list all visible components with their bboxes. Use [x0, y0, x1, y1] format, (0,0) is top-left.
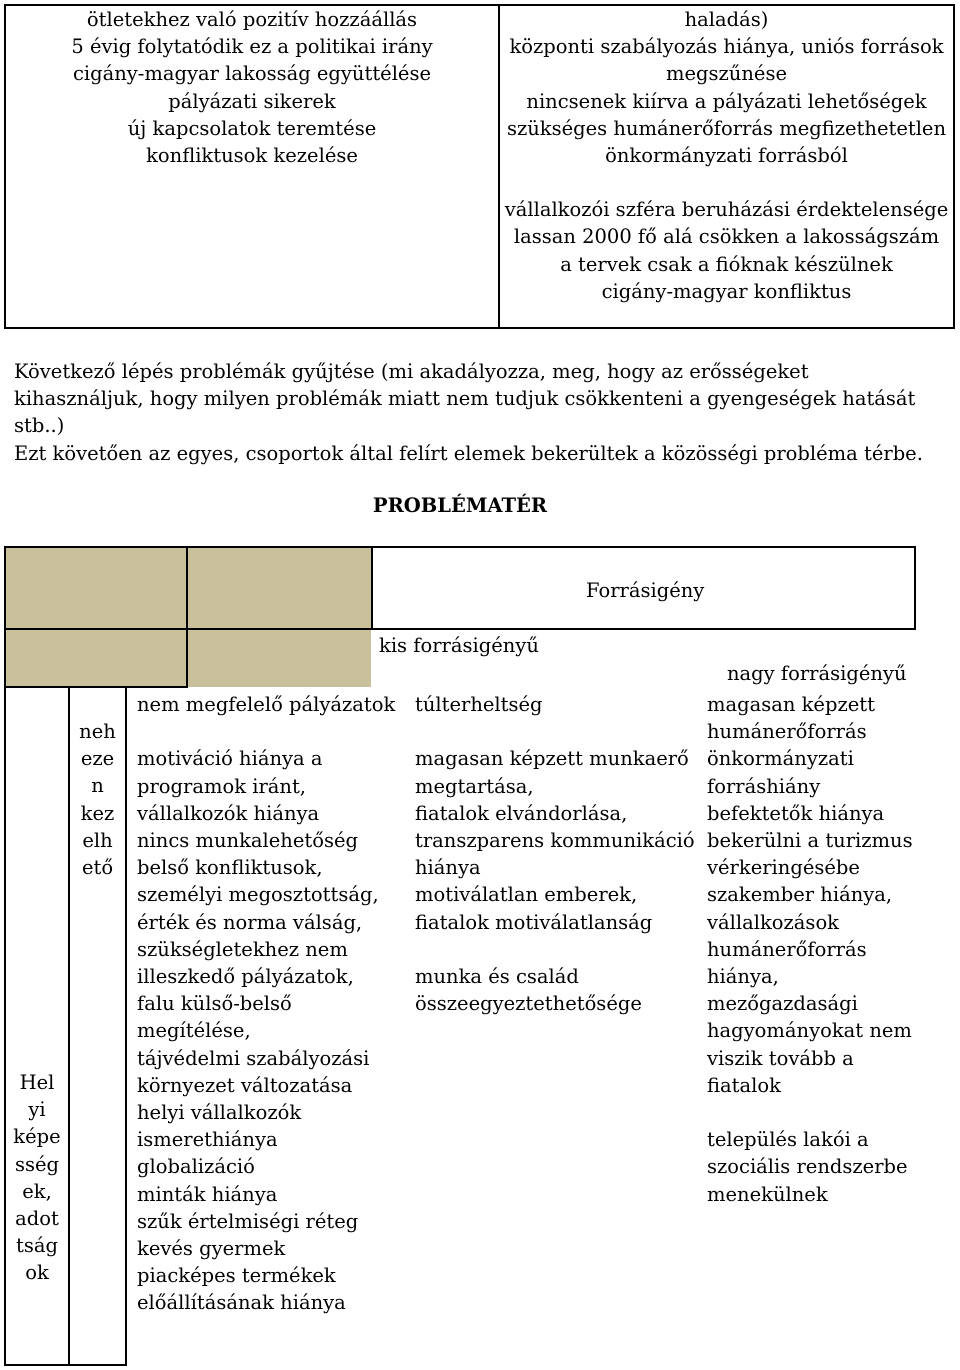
col2-line: összeegyeztethetősége: [415, 992, 642, 1016]
row-label-line: yi: [28, 1098, 46, 1122]
top-left-line: 5 évig folytatódik ez a politikai irány: [71, 35, 433, 59]
col1-line: tájvédelmi szabályozási: [137, 1046, 370, 1070]
top-right-line: lassan 2000 fő alá csökken a lakosságszám: [513, 225, 940, 249]
col2-line: [415, 718, 695, 745]
header-col-divider-1: [186, 546, 188, 688]
col-label-line: eze: [80, 747, 115, 771]
row-label: [6, 1069, 68, 1287]
heading-text: PROBLÉMATÉR: [372, 494, 548, 517]
col1-line: nem megfelelő pályázatok: [137, 693, 396, 716]
top-right-line: a tervek csak a fióknak készülnek: [560, 252, 893, 276]
col3-line: fiatalok: [707, 1073, 781, 1097]
paragraph-line: kihasználjuk, hogy milyen problémák miatt nem tudjuk csökkenteni a gyengeségek hatását: [14, 387, 916, 411]
col2-line: transzparens kommunikáció: [415, 829, 695, 853]
header-shade-left-top: [5, 548, 187, 628]
paragraph-line: Következő lépés problémák gyűjtése (mi akadályozza, meg, hogy az erősségeket: [14, 360, 809, 383]
col1-line: piacképes termékek: [137, 1264, 336, 1288]
top-left-line: ötletekhez való pozitív hozzáállás: [86, 8, 418, 31]
content-left-border: [125, 686, 127, 1366]
intro-paragraph: [14, 358, 954, 467]
header-shade-left-bottom: [5, 629, 187, 687]
col2-line: hiánya: [415, 856, 481, 880]
header-shade-mid-top: [188, 548, 371, 628]
header-col-divider-2: [371, 546, 373, 630]
paragraph-line: stb..): [14, 414, 65, 438]
top-left-line: konfliktusok kezelése: [146, 144, 358, 168]
col-label-line: neh: [79, 720, 116, 743]
col3-line: befektetők hiánya: [707, 801, 885, 825]
top-left-line: új kapcsolatok teremtése: [127, 116, 377, 140]
col1-line: belső konfliktusok,: [137, 856, 323, 880]
header-row-divider: [4, 628, 916, 630]
col2-lines: [415, 691, 695, 1017]
top-right-line: cigány-magyar konfliktus: [601, 279, 852, 303]
row-label-line: adot: [15, 1207, 59, 1231]
col3-line: hiánya,: [707, 965, 779, 989]
col3-line: önkormányzati: [707, 747, 854, 771]
row-label-lines: [6, 1069, 68, 1287]
row-label-line: sség: [14, 1152, 60, 1176]
row-label-line: ek,: [22, 1179, 52, 1203]
col2-line: motiválatlan emberek,: [415, 883, 638, 907]
col1-line: illeszkedő pályázatok,: [137, 965, 354, 989]
col3-line: vállalkozások: [707, 910, 839, 934]
top-table-right-cell: [500, 6, 953, 305]
col-label-lines: [70, 718, 125, 881]
col3-line: magasan képzett: [707, 693, 875, 716]
problem-col-1: [137, 691, 402, 1317]
header-forrasigeny: Forrásigény: [586, 579, 705, 602]
col1-line: nincs munkalehetőség: [137, 829, 359, 853]
table-top-border: [4, 546, 916, 548]
col1-line: érték és norma válság,: [137, 910, 363, 934]
col1-line: [137, 718, 402, 745]
col3-line: humánerőforrás: [707, 720, 867, 744]
col2-line: munka és család: [415, 965, 579, 989]
col-label: [70, 718, 125, 881]
top-left-line: cigány-magyar lakosság együttélése: [72, 62, 432, 86]
top-right-line: megszűnése: [666, 62, 787, 86]
header-nagy-forrasigenyu: nagy forrásigényű: [727, 662, 907, 685]
row-label-line: tság: [16, 1234, 58, 1258]
paragraph-line: Ezt követően az egyes, csoportok által felírt elemek bekerültek a közösségi probléma térbe.: [14, 441, 923, 465]
col3-line: forráshiány: [707, 774, 821, 798]
col2-line: [415, 936, 695, 963]
header-kis-forrasigenyu: kis forrásigényű: [379, 634, 539, 657]
row-label-line: ok: [25, 1261, 49, 1285]
top-right-line: szükséges humánerőforrás megfizethetetlen: [506, 116, 947, 140]
row-label-line: képe: [13, 1125, 61, 1149]
top-left-lines: [6, 6, 498, 169]
col1-line: előállításának hiánya: [137, 1291, 346, 1315]
col2-line: túlterheltség: [415, 693, 543, 716]
col3-line: mezőgazdasági: [707, 992, 858, 1016]
top-right-line: vállalkozói szféra beruházási érdektelensége: [504, 198, 949, 222]
col1-line: helyi vállalkozók: [137, 1101, 302, 1125]
col3-line: vérkeringésébe: [707, 856, 860, 880]
col1-line: személyi megosztottság,: [137, 883, 379, 907]
col3-line: viszik tovább a: [707, 1046, 854, 1070]
table-right-border-header: [914, 546, 916, 630]
top-right-line: haladás): [684, 8, 769, 31]
col3-line: település lakói a: [707, 1128, 869, 1152]
col3-line: szociális rendszerbe: [707, 1155, 908, 1179]
col3-line: humánerőforrás: [707, 937, 867, 961]
col1-line: globalizáció: [137, 1155, 255, 1179]
col1-line: minták hiánya: [137, 1182, 278, 1206]
col1-line: vállalkozók hiánya: [137, 801, 320, 825]
col2-line: megtartása,: [415, 774, 534, 798]
top-right-lines-a: [500, 6, 953, 169]
col2-line: fiatalok motiválatlanság: [415, 910, 653, 934]
top-right-line: központi szabályozás hiánya, uniós források: [509, 35, 944, 59]
top-left-line: pályázati sikerek: [168, 89, 336, 113]
col1-line: kevés gyermek: [137, 1237, 286, 1261]
col1-lines: [137, 691, 402, 1317]
col-label-line: ető: [81, 856, 114, 880]
paragraph-lines: [14, 358, 954, 467]
col3-line: menekülnek: [707, 1182, 828, 1206]
col2-line: fiatalok elvándorlása,: [415, 801, 628, 825]
top-right-line: önkormányzati forrásból: [605, 144, 848, 168]
col3-line: [707, 1099, 927, 1126]
problem-col-3: [707, 691, 927, 1208]
top-right-lines-b: [500, 196, 953, 305]
problem-col-2: [415, 691, 695, 1017]
col1-line: környezet változatása: [137, 1073, 353, 1097]
col1-line: ismerethiánya: [137, 1128, 278, 1152]
table-bottom-border: [4, 1364, 126, 1366]
col-label-line: elh: [82, 828, 113, 852]
col3-line: szakember hiánya,: [707, 883, 893, 907]
col3-lines: [707, 691, 927, 1208]
header-shade-mid-bottom: [188, 629, 371, 687]
col1-line: megítélése,: [137, 1019, 251, 1043]
col1-line: szükségletekhez nem: [137, 937, 348, 961]
header-bottom-line: [4, 686, 188, 688]
col3-line: hagyományokat nem: [707, 1019, 912, 1043]
col1-line: falu külső-belső: [137, 992, 292, 1016]
col1-line: motiváció hiánya a: [137, 747, 323, 771]
col-label-line: kez: [80, 801, 115, 825]
top-table-left-cell: [6, 6, 498, 169]
col1-line: programok iránt,: [137, 774, 306, 798]
top-right-line: nincsenek kiírva a pályázati lehetőségek: [526, 89, 927, 113]
col3-line: bekerülni a turizmus: [707, 829, 913, 853]
col1-line: szűk értelmiségi réteg: [137, 1209, 359, 1233]
problem-space-heading: [0, 492, 920, 519]
row-label-line: Hel: [19, 1071, 55, 1094]
col2-line: magasan képzett munkaerő: [415, 747, 689, 771]
col-label-line: n: [91, 774, 104, 798]
